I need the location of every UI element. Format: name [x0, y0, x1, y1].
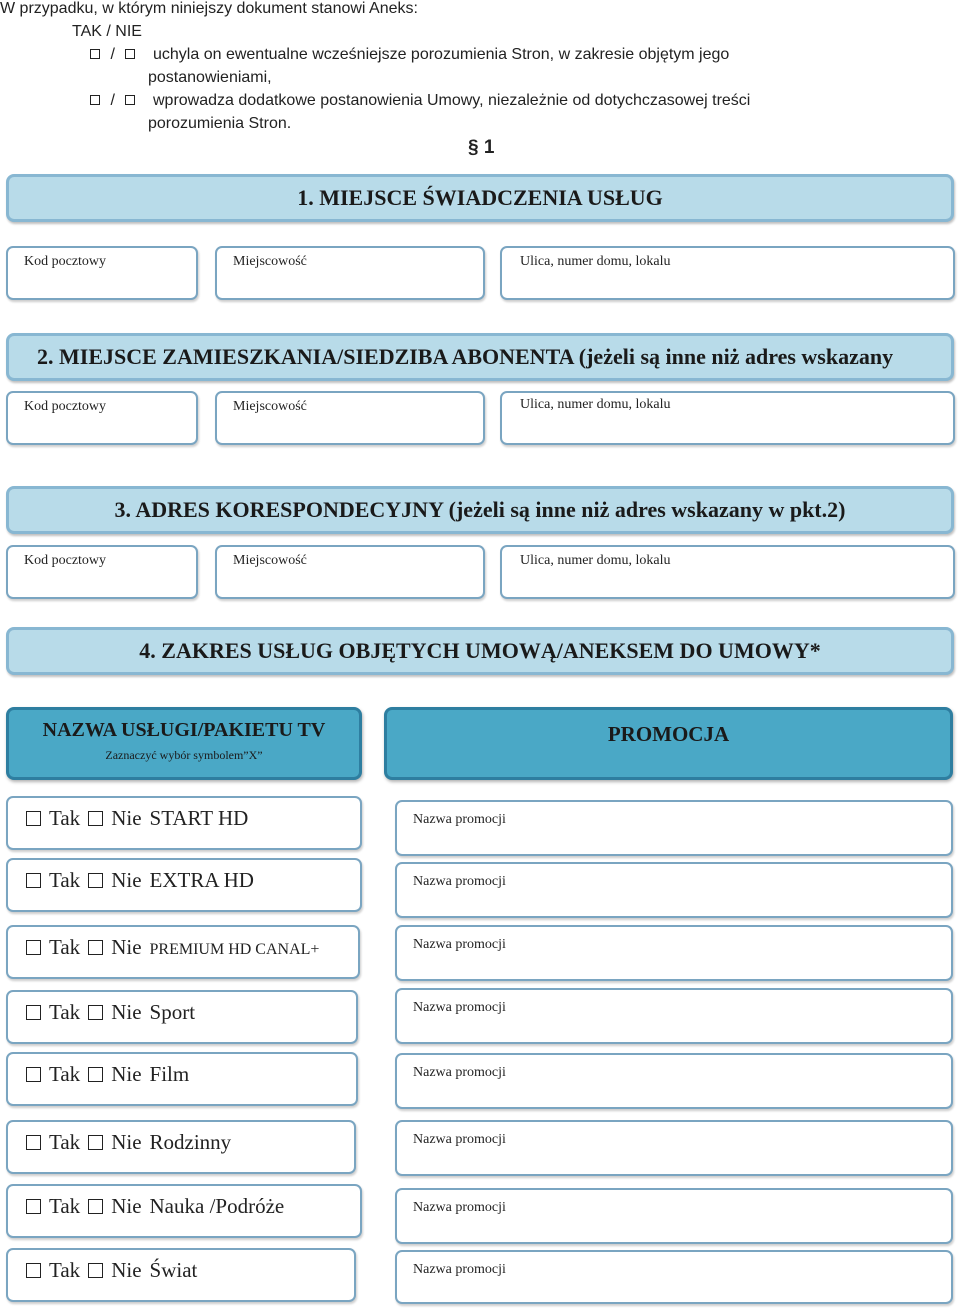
- service-name: START HD: [149, 806, 249, 830]
- tak-label: Tak: [49, 806, 81, 830]
- service-row: [6, 1052, 358, 1106]
- nie-label: Nie: [111, 868, 142, 892]
- promo-field[interactable]: Nazwa promocji: [395, 1250, 953, 1304]
- tak-label: Tak: [49, 935, 81, 959]
- option-2-text-cont: porozumienia Stron.: [148, 115, 292, 132]
- street-field[interactable]: Ulica, numer domu, lokalu: [500, 545, 955, 599]
- slash: /: [110, 46, 115, 63]
- checkbox[interactable]: [90, 95, 100, 105]
- tak-checkbox[interactable]: [26, 873, 41, 888]
- nie-label: Nie: [111, 806, 142, 830]
- tak-label: Tak: [49, 868, 81, 892]
- promo-field[interactable]: Nazwa promocji: [395, 1053, 953, 1109]
- tak-checkbox[interactable]: [26, 1135, 41, 1150]
- option-row-2: [90, 89, 135, 112]
- promo-field[interactable]: Nazwa promocji: [395, 800, 953, 856]
- service-row: [6, 796, 362, 850]
- nie-label: Nie: [111, 1062, 142, 1086]
- tak-label: Tak: [49, 1062, 81, 1086]
- street-field[interactable]: Ulica, numer domu, lokalu: [500, 391, 955, 445]
- nie-label: Nie: [111, 1258, 142, 1282]
- option-1-text-cont: postanowieniami,: [148, 69, 272, 86]
- promo-field[interactable]: Nazwa promocji: [395, 988, 953, 1044]
- city-field[interactable]: Miejscowość: [215, 391, 485, 445]
- service-column-title: NAZWA USŁUGI/PAKIETU TV: [42, 719, 326, 741]
- nie-label: Nie: [111, 1000, 142, 1024]
- slash: /: [110, 92, 115, 109]
- checkbox[interactable]: [125, 95, 135, 105]
- service-name: Sport: [149, 1000, 196, 1024]
- service-name: Świat: [149, 1258, 198, 1282]
- nie-checkbox[interactable]: [88, 1263, 103, 1278]
- nie-label: Nie: [111, 1194, 142, 1218]
- tak-label: Tak: [49, 1000, 81, 1024]
- tak-checkbox[interactable]: [26, 940, 41, 955]
- yes-no-label: TAK / NIE: [72, 23, 142, 40]
- nie-checkbox[interactable]: [88, 1067, 103, 1082]
- city-field[interactable]: Miejscowość: [215, 545, 485, 599]
- service-row: [6, 990, 358, 1044]
- service-column-hint: Zaznaczyć wybór symbolem”X”: [105, 748, 263, 762]
- service-row: [6, 858, 362, 912]
- nie-checkbox[interactable]: [88, 1005, 103, 1020]
- service-name: Film: [149, 1062, 190, 1086]
- promo-column-header: PROMOCJA: [384, 707, 953, 780]
- service-row: [6, 1184, 362, 1238]
- service-row: [6, 1248, 356, 1302]
- service-row: [6, 925, 360, 979]
- nie-checkbox[interactable]: [88, 1199, 103, 1214]
- nie-label: Nie: [111, 935, 142, 959]
- checkbox[interactable]: [125, 49, 135, 59]
- promo-field[interactable]: Nazwa promocji: [395, 925, 953, 981]
- option-row-1: [90, 43, 135, 66]
- street-field[interactable]: Ulica, numer domu, lokalu: [500, 246, 955, 300]
- service-column-header: [6, 707, 362, 780]
- nie-checkbox[interactable]: [88, 873, 103, 888]
- option-1-text: uchyla on ewentualne wcześniejsze porozumienia Stron, w zakresie objętym jego: [153, 46, 730, 63]
- promo-field[interactable]: Nazwa promocji: [395, 1120, 953, 1176]
- section-header-2: 2. MIEJSCE ZAMIESZKANIA/SIEDZIBA ABONENTA (jeżeli są inne niż adres wskazany: [6, 333, 954, 381]
- nie-checkbox[interactable]: [88, 811, 103, 826]
- city-field[interactable]: Miejscowość: [215, 246, 485, 300]
- postal-code-field[interactable]: Kod pocztowy: [6, 391, 198, 445]
- section-header-4: 4. ZAKRES USŁUG OBJĘTYCH UMOWĄ/ANEKSEM DO UMOWY*: [6, 627, 954, 675]
- service-name: PREMIUM HD CANAL+: [149, 941, 320, 958]
- section-header-1: 1. MIEJSCE ŚWIADCZENIA USŁUG: [6, 174, 954, 222]
- option-2-text: wprowadza dodatkowe postanowienia Umowy, niezależnie od dotychczasowej treści: [153, 92, 751, 109]
- postal-code-field[interactable]: Kod pocztowy: [6, 246, 198, 300]
- tak-label: Tak: [49, 1258, 81, 1282]
- tak-checkbox[interactable]: [26, 1263, 41, 1278]
- intro-text: W przypadku, w którym niniejszy dokument stanowi Aneks:: [0, 0, 418, 17]
- promo-field[interactable]: Nazwa promocji: [395, 862, 953, 918]
- checkbox[interactable]: [90, 49, 100, 59]
- postal-code-field[interactable]: Kod pocztowy: [6, 545, 198, 599]
- tak-checkbox[interactable]: [26, 1067, 41, 1082]
- service-name: Nauka /Podróże: [149, 1194, 285, 1218]
- nie-checkbox[interactable]: [88, 940, 103, 955]
- section-header-3: 3. ADRES KORESPONDECYJNY (jeżeli są inne niż adres wskazany w pkt.2): [6, 486, 954, 534]
- promo-field[interactable]: Nazwa promocji: [395, 1188, 953, 1244]
- tak-label: Tak: [49, 1130, 81, 1154]
- paragraph-number: § 1: [468, 137, 495, 158]
- tak-checkbox[interactable]: [26, 811, 41, 826]
- tak-checkbox[interactable]: [26, 1199, 41, 1214]
- service-row: [6, 1120, 356, 1174]
- tak-checkbox[interactable]: [26, 1005, 41, 1020]
- service-name: Rodzinny: [149, 1130, 232, 1154]
- tak-label: Tak: [49, 1194, 81, 1218]
- nie-checkbox[interactable]: [88, 1135, 103, 1150]
- nie-label: Nie: [111, 1130, 142, 1154]
- service-name: EXTRA HD: [149, 868, 254, 892]
